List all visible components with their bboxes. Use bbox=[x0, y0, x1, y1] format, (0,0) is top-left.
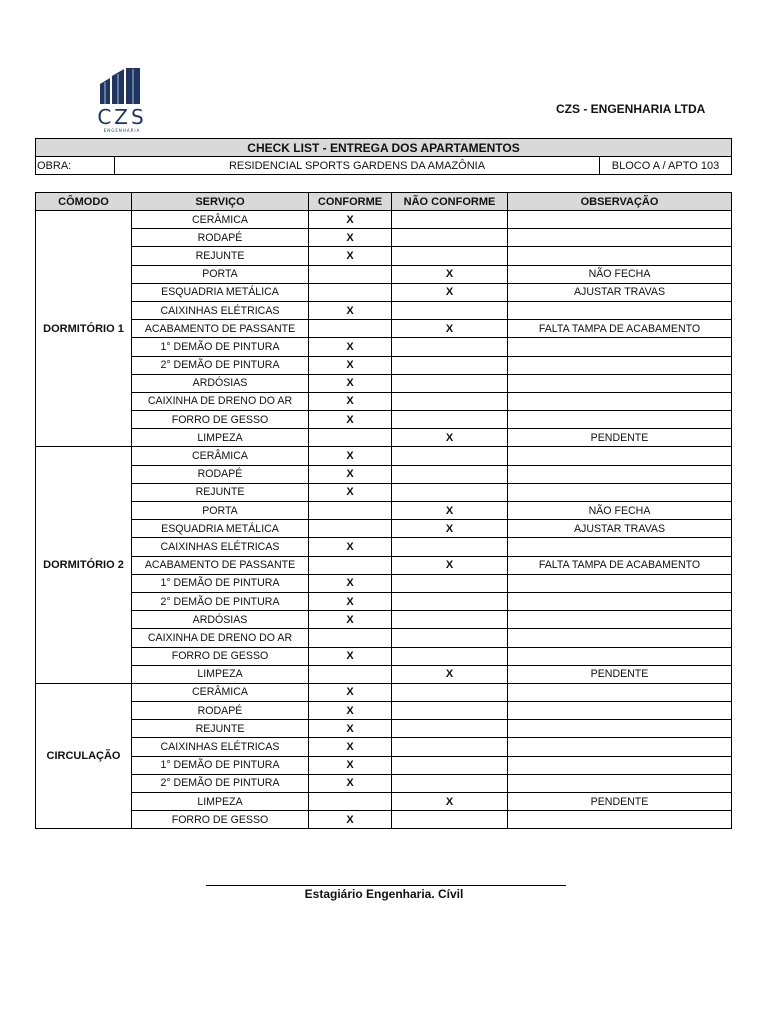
conforme-cell: X bbox=[309, 647, 392, 665]
nao-conforme-cell bbox=[392, 392, 508, 410]
observacao-cell bbox=[508, 611, 732, 629]
conforme-cell: X bbox=[309, 411, 392, 429]
bloco-apto: BLOCO A / APTO 103 bbox=[600, 157, 732, 175]
observacao-cell bbox=[508, 392, 732, 410]
checklist-table bbox=[35, 192, 732, 829]
conforme-cell: X bbox=[309, 811, 392, 829]
observacao-cell bbox=[508, 211, 732, 229]
conforme-cell: X bbox=[309, 538, 392, 556]
nao-conforme-cell bbox=[392, 229, 508, 247]
nao-conforme-cell bbox=[392, 356, 508, 374]
service-cell: ARDÓSIAS bbox=[132, 611, 309, 629]
room-name: DORMITÓRIO 1 bbox=[36, 211, 132, 447]
observacao-cell bbox=[508, 374, 732, 392]
service-cell: RODAPÉ bbox=[132, 229, 309, 247]
conforme-cell bbox=[309, 793, 392, 811]
observacao-cell: AJUSTAR TRAVAS bbox=[508, 520, 732, 538]
observacao-cell bbox=[508, 647, 732, 665]
conforme-cell: X bbox=[309, 683, 392, 701]
conforme-cell: X bbox=[309, 301, 392, 319]
conforme-cell: X bbox=[309, 229, 392, 247]
table-row bbox=[36, 229, 732, 247]
conforme-cell: X bbox=[309, 756, 392, 774]
table-row bbox=[36, 720, 732, 738]
table-row bbox=[36, 574, 732, 592]
service-cell: FORRO DE GESSO bbox=[132, 811, 309, 829]
conforme-cell: X bbox=[309, 465, 392, 483]
table-row bbox=[36, 211, 732, 229]
table-row bbox=[36, 592, 732, 610]
conforme-cell: X bbox=[309, 374, 392, 392]
service-cell: 1° DEMÃO DE PINTURA bbox=[132, 574, 309, 592]
signature-line bbox=[206, 885, 566, 886]
nao-conforme-cell bbox=[392, 592, 508, 610]
nao-conforme-cell bbox=[392, 301, 508, 319]
nao-conforme-cell bbox=[392, 756, 508, 774]
signature-label: Estagiário Engenharia. Cívil bbox=[304, 887, 464, 901]
table-row bbox=[36, 465, 732, 483]
nao-conforme-cell bbox=[392, 702, 508, 720]
observacao-cell: NÃO FECHA bbox=[508, 502, 732, 520]
conforme-cell: X bbox=[309, 247, 392, 265]
conforme-cell bbox=[309, 629, 392, 647]
table-row bbox=[36, 702, 732, 720]
observacao-cell bbox=[508, 247, 732, 265]
nao-conforme-cell: X bbox=[392, 265, 508, 283]
table-row bbox=[36, 738, 732, 756]
table-row bbox=[36, 665, 732, 683]
service-cell: ESQUADRIA METÁLICA bbox=[132, 283, 309, 301]
service-cell: LIMPEZA bbox=[132, 793, 309, 811]
service-cell: FORRO DE GESSO bbox=[132, 647, 309, 665]
observacao-cell bbox=[508, 465, 732, 483]
nao-conforme-cell: X bbox=[392, 793, 508, 811]
table-row bbox=[36, 683, 732, 701]
conforme-cell: X bbox=[309, 738, 392, 756]
service-cell: ACABAMENTO DE PASSANTE bbox=[132, 556, 309, 574]
room-name: DORMITÓRIO 2 bbox=[36, 447, 132, 683]
observacao-cell bbox=[508, 738, 732, 756]
observacao-cell bbox=[508, 720, 732, 738]
table-row bbox=[36, 756, 732, 774]
checklist-title: CHECK LIST - ENTREGA DOS APARTAMENTOS bbox=[36, 139, 732, 157]
table-row bbox=[36, 556, 732, 574]
service-cell: RODAPÉ bbox=[132, 465, 309, 483]
nao-conforme-cell bbox=[392, 811, 508, 829]
conforme-cell bbox=[309, 320, 392, 338]
observacao-cell bbox=[508, 301, 732, 319]
column-header-row bbox=[36, 193, 732, 211]
service-cell: FORRO DE GESSO bbox=[132, 411, 309, 429]
conforme-cell bbox=[309, 502, 392, 520]
nao-conforme-cell bbox=[392, 538, 508, 556]
observacao-cell bbox=[508, 574, 732, 592]
table-row bbox=[36, 447, 732, 465]
service-cell: ACABAMENTO DE PASSANTE bbox=[132, 320, 309, 338]
obra-value: RESIDENCIAL SPORTS GARDENS DA AMAZÔNIA bbox=[115, 157, 600, 175]
observacao-cell: PENDENTE bbox=[508, 793, 732, 811]
nao-conforme-cell: X bbox=[392, 429, 508, 447]
conforme-cell: X bbox=[309, 338, 392, 356]
table-row bbox=[36, 774, 732, 792]
observacao-cell: FALTA TAMPA DE ACABAMENTO bbox=[508, 556, 732, 574]
nao-conforme-cell bbox=[392, 738, 508, 756]
nao-conforme-cell bbox=[392, 774, 508, 792]
nao-conforme-cell bbox=[392, 447, 508, 465]
service-cell: CAIXINHA DE DRENO DO AR bbox=[132, 392, 309, 410]
conforme-cell: X bbox=[309, 611, 392, 629]
nao-conforme-cell bbox=[392, 720, 508, 738]
conforme-cell: X bbox=[309, 592, 392, 610]
col-conforme: CONFORME bbox=[309, 193, 392, 211]
observacao-cell bbox=[508, 538, 732, 556]
nao-conforme-cell bbox=[392, 374, 508, 392]
conforme-cell: X bbox=[309, 774, 392, 792]
table-row bbox=[36, 647, 732, 665]
table-row bbox=[36, 320, 732, 338]
table-row bbox=[36, 520, 732, 538]
nao-conforme-cell: X bbox=[392, 520, 508, 538]
conforme-cell: X bbox=[309, 356, 392, 374]
observacao-cell bbox=[508, 411, 732, 429]
nao-conforme-cell bbox=[392, 629, 508, 647]
observacao-cell bbox=[508, 683, 732, 701]
service-cell: 2° DEMÃO DE PINTURA bbox=[132, 774, 309, 792]
nao-conforme-cell bbox=[392, 574, 508, 592]
service-cell: CAIXINHA DE DRENO DO AR bbox=[132, 629, 309, 647]
service-cell: REJUNTE bbox=[132, 720, 309, 738]
nao-conforme-cell bbox=[392, 211, 508, 229]
observacao-cell: AJUSTAR TRAVAS bbox=[508, 283, 732, 301]
service-cell: PORTA bbox=[132, 502, 309, 520]
conforme-cell: X bbox=[309, 211, 392, 229]
col-servico: SERVIÇO bbox=[132, 193, 309, 211]
svg-text:ENGENHARIA: ENGENHARIA bbox=[103, 128, 141, 133]
table-row bbox=[36, 629, 732, 647]
table-row bbox=[36, 301, 732, 319]
observacao-cell: NÃO FECHA bbox=[508, 265, 732, 283]
conforme-cell: X bbox=[309, 720, 392, 738]
service-cell: 2° DEMÃO DE PINTURA bbox=[132, 356, 309, 374]
czs-logo bbox=[86, 66, 158, 134]
table-row bbox=[36, 483, 732, 501]
service-cell: 1° DEMÃO DE PINTURA bbox=[132, 756, 309, 774]
conforme-cell: X bbox=[309, 392, 392, 410]
service-cell: ARDÓSIAS bbox=[132, 374, 309, 392]
col-nao-conforme: NÃO CONFORME bbox=[392, 193, 508, 211]
col-observacao: OBSERVAÇÃO bbox=[508, 193, 732, 211]
table-row bbox=[36, 611, 732, 629]
observacao-cell bbox=[508, 774, 732, 792]
nao-conforme-cell bbox=[392, 247, 508, 265]
service-cell: CERÂMICA bbox=[132, 683, 309, 701]
observacao-cell bbox=[508, 229, 732, 247]
table-row bbox=[36, 247, 732, 265]
table-row bbox=[36, 793, 732, 811]
nao-conforme-cell bbox=[392, 647, 508, 665]
observacao-cell: PENDENTE bbox=[508, 429, 732, 447]
observacao-cell bbox=[508, 447, 732, 465]
obra-label: OBRA: bbox=[36, 157, 115, 175]
table-row bbox=[36, 265, 732, 283]
table-row bbox=[36, 283, 732, 301]
conforme-cell: X bbox=[309, 447, 392, 465]
observacao-cell bbox=[508, 756, 732, 774]
room-name: CIRCULAÇÃO bbox=[36, 683, 132, 829]
nao-conforme-cell bbox=[392, 465, 508, 483]
service-cell: CERÂMICA bbox=[132, 211, 309, 229]
observacao-cell: PENDENTE bbox=[508, 665, 732, 683]
table-row bbox=[36, 356, 732, 374]
nao-conforme-cell: X bbox=[392, 556, 508, 574]
nao-conforme-cell bbox=[392, 483, 508, 501]
table-row bbox=[36, 502, 732, 520]
conforme-cell bbox=[309, 429, 392, 447]
nao-conforme-cell bbox=[392, 411, 508, 429]
nao-conforme-cell bbox=[392, 611, 508, 629]
table-row bbox=[36, 374, 732, 392]
conforme-cell bbox=[309, 556, 392, 574]
table-row bbox=[36, 538, 732, 556]
service-cell: ESQUADRIA METÁLICA bbox=[132, 520, 309, 538]
nao-conforme-cell: X bbox=[392, 283, 508, 301]
service-cell: CAIXINHAS ELÉTRICAS bbox=[132, 738, 309, 756]
conforme-cell: X bbox=[309, 483, 392, 501]
nao-conforme-cell: X bbox=[392, 665, 508, 683]
observacao-cell bbox=[508, 483, 732, 501]
conforme-cell bbox=[309, 520, 392, 538]
nao-conforme-cell: X bbox=[392, 502, 508, 520]
nao-conforme-cell bbox=[392, 338, 508, 356]
observacao-cell bbox=[508, 811, 732, 829]
header-table bbox=[35, 138, 732, 175]
table-row bbox=[36, 392, 732, 410]
table-row bbox=[36, 338, 732, 356]
observacao-cell bbox=[508, 338, 732, 356]
service-cell: 2° DEMÃO DE PINTURA bbox=[132, 592, 309, 610]
company-name: CZS - ENGENHARIA LTDA bbox=[556, 102, 706, 116]
observacao-cell bbox=[508, 702, 732, 720]
service-cell: CERÂMICA bbox=[132, 447, 309, 465]
nao-conforme-cell: X bbox=[392, 320, 508, 338]
conforme-cell: X bbox=[309, 702, 392, 720]
observacao-cell: FALTA TAMPA DE ACABAMENTO bbox=[508, 320, 732, 338]
observacao-cell bbox=[508, 356, 732, 374]
service-cell: LIMPEZA bbox=[132, 429, 309, 447]
service-cell: CAIXINHAS ELÉTRICAS bbox=[132, 301, 309, 319]
table-row bbox=[36, 411, 732, 429]
observacao-cell bbox=[508, 629, 732, 647]
table-row bbox=[36, 811, 732, 829]
conforme-cell bbox=[309, 665, 392, 683]
nao-conforme-cell bbox=[392, 683, 508, 701]
service-cell: CAIXINHAS ELÉTRICAS bbox=[132, 538, 309, 556]
svg-text:CZS: CZS bbox=[97, 105, 147, 129]
service-cell: RODAPÉ bbox=[132, 702, 309, 720]
conforme-cell bbox=[309, 265, 392, 283]
conforme-cell: X bbox=[309, 574, 392, 592]
service-cell: 1° DEMÃO DE PINTURA bbox=[132, 338, 309, 356]
service-cell: PORTA bbox=[132, 265, 309, 283]
observacao-cell bbox=[508, 592, 732, 610]
conforme-cell bbox=[309, 283, 392, 301]
col-comodo: CÔMODO bbox=[36, 193, 132, 211]
service-cell: LIMPEZA bbox=[132, 665, 309, 683]
service-cell: REJUNTE bbox=[132, 483, 309, 501]
table-row bbox=[36, 429, 732, 447]
service-cell: REJUNTE bbox=[132, 247, 309, 265]
